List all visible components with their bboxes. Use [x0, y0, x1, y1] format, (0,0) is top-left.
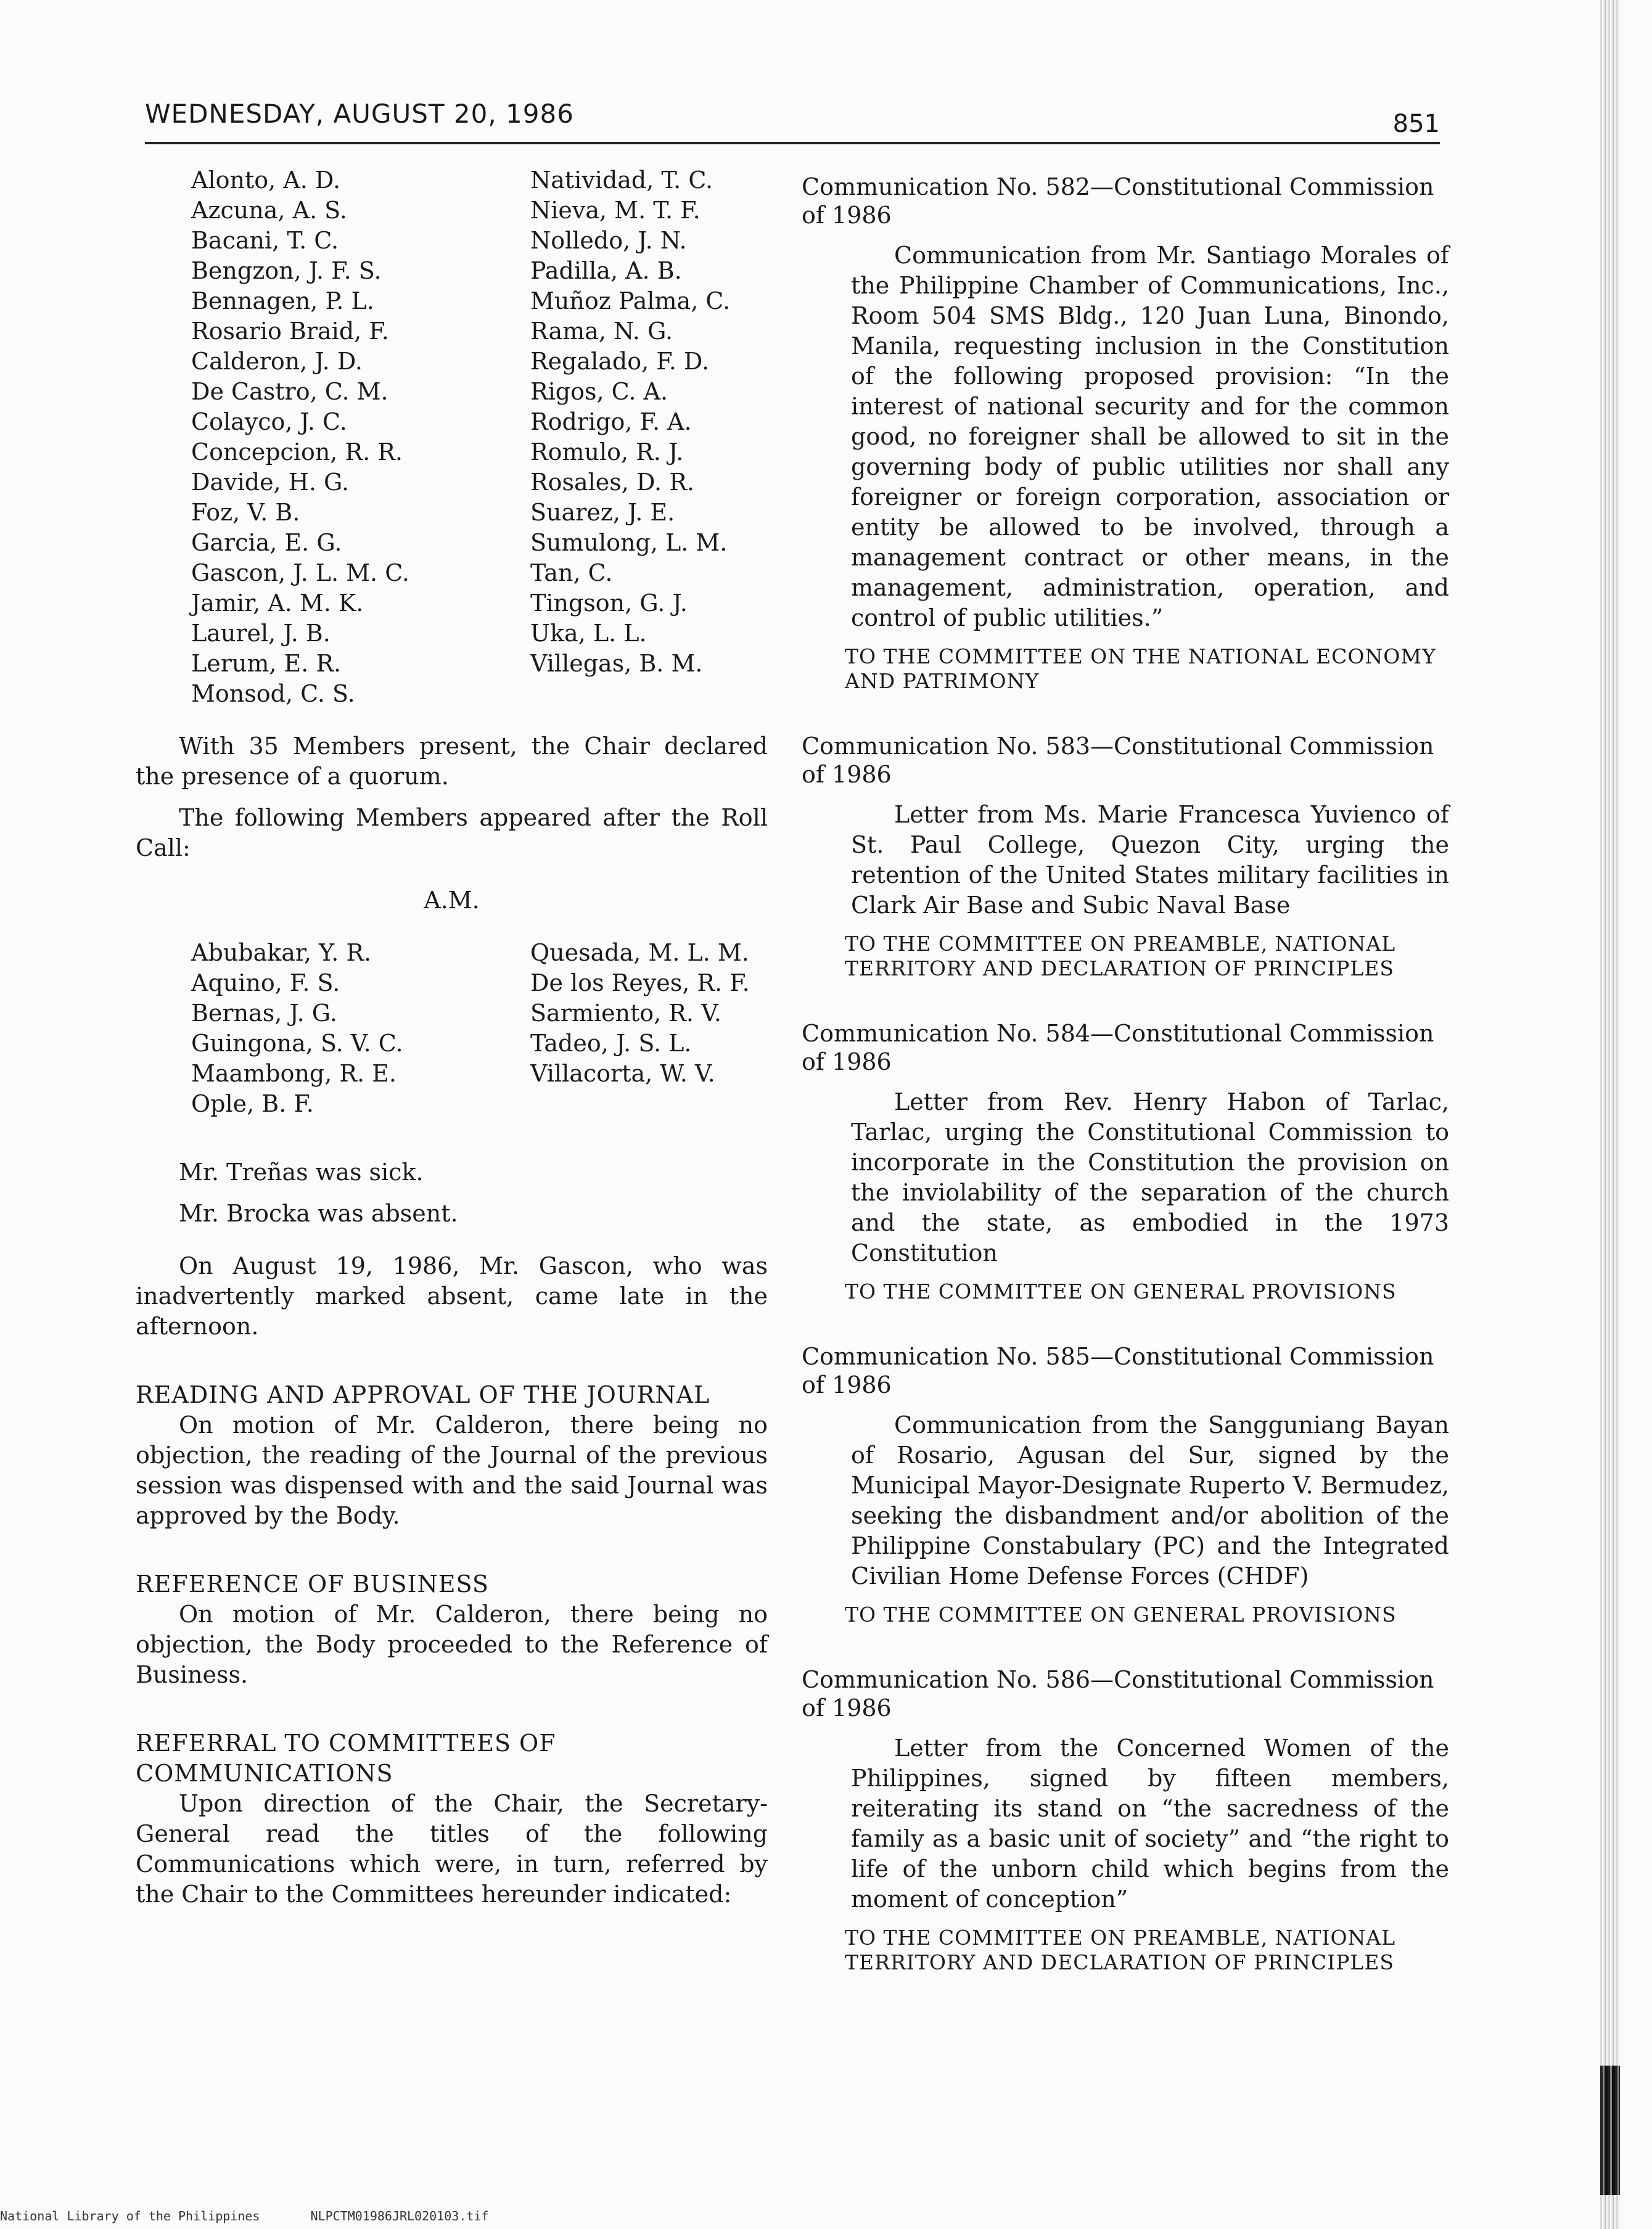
communication-body: Letter from Rev. Henry Habon of Tarlac, Tarlac, urging the Constitutional Commission to incorporate in the Constitution the provision on the inviolability of the separation of the church and the state, as embodied in the 1973 Constitution [851, 1088, 1449, 1266]
list-item: Rigos, C. A. [530, 378, 668, 405]
committee-referral: TO THE COMMITTEE ON GENERAL PROVISIONS [845, 1603, 1397, 1627]
late-time-label: A.M. [424, 887, 480, 914]
list-item: Regalado, F. D. [530, 348, 710, 375]
list-item: Rosario Braid, F. [191, 318, 389, 345]
roll-call-column-2 [530, 165, 730, 709]
list-item: Bengzon, J. F. S. [191, 257, 382, 284]
referral-paragraph: Upon direction of the Chair, the Secretary-General read the titles of the following Communications which were, in turn, referred by the Chair to the Committees hereunder indicated: [136, 1790, 768, 1908]
reference-paragraph: On motion of Mr. Calderon, there being no objection, the Body proceeded to the Reference of Business. [136, 1601, 768, 1688]
sick-note: Mr. Treñas was sick. [179, 1159, 424, 1186]
communication-title: Communication No. 582—Constitutional Commission of 1986 [802, 173, 1434, 229]
list-item: Natividad, T. C. [530, 166, 713, 194]
list-item: De los Reyes, R. F. [530, 969, 750, 996]
list-item: Aquino, F. S. [191, 969, 340, 996]
list-item: Rama, N. G. [530, 318, 673, 345]
list-item: Gascon, J. L. M. C. [191, 559, 410, 586]
list-item: Tan, C. [530, 559, 613, 586]
list-item: Monsod, C. S. [191, 680, 355, 707]
list-item: Tingson, G. J. [530, 589, 688, 617]
list-item: Sarmiento, R. V. [530, 1000, 721, 1027]
communication-586 [802, 1665, 1449, 1975]
communication-body: Communication from the Sangguniang Bayan of Rosario, Agusan del Sur, signed by the Municipal Mayor-Designate Ruperto V. Bermudez, seeking the disbandment and/or abolition of the Philippine Constabulary (PC) and the Integrated Civilian Home Defense Forces (CHDF) [851, 1411, 1449, 1590]
journal-heading: READING AND APPROVAL OF THE JOURNAL [136, 1381, 710, 1408]
list-item: Tadeo, J. S. L. [530, 1030, 692, 1057]
list-item: Padilla, A. B. [530, 257, 682, 284]
list-item: Nieva, M. T. F. [530, 197, 701, 224]
list-item: De Castro, C. M. [191, 378, 388, 405]
list-item: Bernas, J. G. [191, 1000, 337, 1027]
gascon-note: On August 19, 1986, Mr. Gascon, who was inadvertently marked absent, came late in the afternoon. [136, 1252, 768, 1340]
left-column [136, 165, 768, 1910]
committee-referral: TO THE COMMITTEE ON THE NATIONAL ECONOMY AND PATRIMONY [845, 644, 1436, 693]
page-header [145, 99, 1440, 144]
list-item: Suarez, J. E. [530, 499, 675, 526]
quorum-paragraph: With 35 Members present, the Chair declared the presence of a quorum. [136, 733, 768, 790]
communication-title: Communication No. 585—Constitutional Commission of 1986 [802, 1343, 1434, 1398]
late-members-intro: The following Members appeared after the Roll Call: [136, 804, 768, 861]
list-item: Bennagen, P. L. [191, 287, 374, 314]
list-item: Rosales, D. R. [530, 469, 694, 496]
reference-heading: REFERENCE OF BUSINESS [136, 1570, 489, 1598]
list-item: Rodrigo, F. A. [530, 408, 692, 435]
list-item: Calderon, J. D. [191, 348, 363, 375]
list-item: Nolledo, J. N. [530, 227, 687, 254]
committee-referral: TO THE COMMITTEE ON PREAMBLE, NATIONAL TERRITORY AND DECLARATION OF PRINCIPLES [845, 932, 1396, 980]
footer-file: NLPCTM01986JRL020103.tif [310, 2209, 489, 2223]
communication-582 [802, 173, 1449, 694]
late-members-list [136, 938, 768, 1119]
list-item: Davide, H. G. [191, 469, 350, 496]
late-members-column-2 [530, 938, 750, 1119]
list-item: Lerum, E. R. [191, 650, 342, 677]
list-item: Guingona, S. V. C. [191, 1030, 403, 1057]
committee-referral: TO THE COMMITTEE ON PREAMBLE, NATIONAL TERRITORY AND DECLARATION OF PRINCIPLES [845, 1926, 1396, 1974]
right-column [802, 173, 1449, 1975]
committee-referral: TO THE COMMITTEE ON GENERAL PROVISIONS [845, 1279, 1397, 1303]
communication-584 [802, 1019, 1449, 1304]
communication-title: Communication No. 583—Constitutional Commission of 1986 [802, 733, 1434, 788]
footer-library: National Library of the Philippines [0, 2209, 260, 2223]
roll-call-list [136, 165, 768, 709]
list-item: Alonto, A. D. [191, 166, 341, 194]
list-item: Sumulong, L. M. [530, 529, 728, 556]
list-item: Maambong, R. E. [191, 1060, 397, 1087]
list-item: Abubakar, Y. R. [191, 939, 372, 966]
list-item: Foz, V. B. [191, 499, 300, 526]
list-item: Laurel, J. B. [191, 620, 331, 647]
list-item: Bacani, T. C. [191, 227, 339, 254]
communication-title: Communication No. 586—Constitutional Commission of 1986 [802, 1666, 1434, 1722]
journal-paragraph: On motion of Mr. Calderon, there being no objection, the reading of the Journal of the previous session was dispensed with and the said Journal was approved by the Body. [136, 1411, 768, 1529]
list-item: Muñoz Palma, C. [530, 287, 731, 314]
communication-585 [802, 1342, 1449, 1627]
list-item: Quesada, M. L. M. [530, 939, 749, 966]
communication-583 [802, 732, 1449, 981]
list-item: Colayco, J. C. [191, 408, 347, 435]
communication-body: Letter from the Concerned Women of the Philippines, signed by fifteen members, reiterating its stand on “the sacredness of the family as a basic unit of society” and “the right to life of the unborn child which begins from the moment of conception” [851, 1734, 1449, 1913]
list-item: Azcuna, A. S. [191, 197, 347, 224]
communication-body: Communication from Mr. Santiago Morales of the Philippine Chamber of Communications, Inc., Room 504 SMS Bldg., 120 Juan Luna, Binondo, Manila, requesting inclusion in the Constitution of the following proposed provision: “In the interest of national security and for the common good, no foreigner shall be allowed to sit in the governing body of public utilities nor shall any foreigner or foreign corporation, association or entity be allowed to be involved, through a management contract or other means, in the management, administration, operation, and control of public utilities.” [851, 242, 1449, 631]
list-item: Ople, B. F. [191, 1090, 314, 1117]
page-number: 851 [1392, 110, 1440, 138]
list-item: Garcia, E. G. [191, 529, 342, 556]
list-item: Concepcion, R. R. [191, 438, 403, 466]
scan-footer [0, 2209, 532, 2223]
communication-title: Communication No. 584—Constitutional Commission of 1986 [802, 1020, 1434, 1075]
header-date: WEDNESDAY, AUGUST 20, 1986 [145, 99, 574, 129]
list-item: Jamir, A. M. K. [191, 589, 364, 617]
scan-edge [1600, 0, 1620, 2229]
list-item: Romulo, R. J. [530, 438, 684, 466]
scan-edge-dark [1600, 2066, 1620, 2195]
communication-body: Letter from Ms. Marie Francesca Yuvienco of St. Paul College, Quezon City, urging the retention of the United States military facilities in Clark Air Base and Subic Naval Base [851, 801, 1449, 919]
list-item: Uka, L. L. [530, 620, 647, 647]
list-item: Villegas, B. M. [530, 650, 703, 677]
late-members-column-1 [191, 938, 506, 1119]
roll-call-column-1 [191, 165, 506, 709]
list-item: Villacorta, W. V. [530, 1060, 715, 1087]
absent-note: Mr. Brocka was absent. [179, 1200, 458, 1227]
referral-heading: REFERRAL TO COMMITTEES OF COMMUNICATIONS [136, 1730, 556, 1787]
